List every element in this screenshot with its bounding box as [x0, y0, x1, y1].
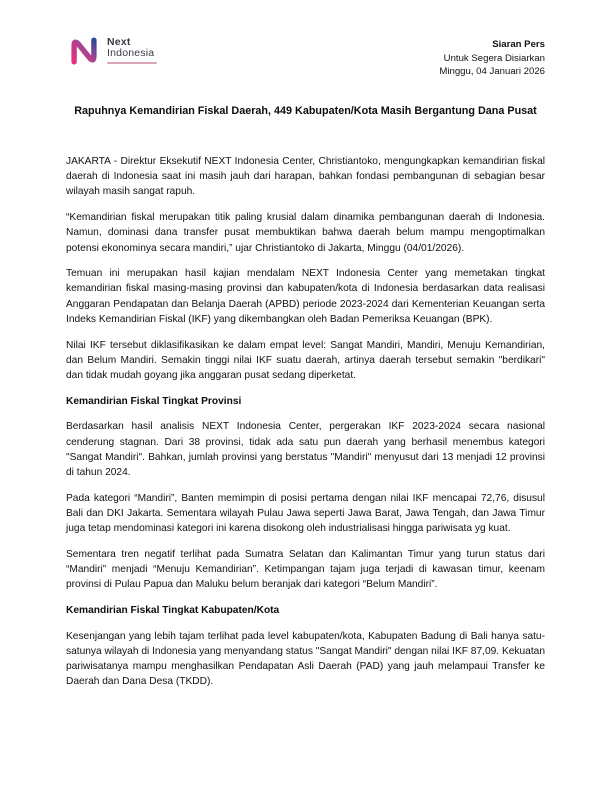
body-paragraph: “Kemandirian fiskal merupakan titik paling krusial dalam dinamika pembangunan daerah di Indonesia. Namun, dominasi dana transfer pusat membuktikan bahwa daerah belum mampu mengoptimalkan potensi ekonominya secara mandiri,” ujar Christiantoko di Jakarta, Minggu (04/01/2026).	[66, 212, 545, 254]
body-paragraph: Berdasarkan hasil analisis NEXT Indonesia Center, pergerakan IKF 2023-2024 secara nasional cenderung stagnan. Dari 38 provinsi, tidak ada satu pun daerah yang berhasil menembus kategori "Sangat Mandiri". Bahkan, jumlah provinsi yang berstatus "Mandiri" menyusut dari 13 menjadi 12 provinsi di tahun 2024.	[66, 421, 545, 478]
press-meta-date: Minggu, 04 Januari 2026	[439, 66, 545, 77]
body-paragraph: JAKARTA - Direktur Eksekutif NEXT Indonesia Center, Christiantoko, mengungkapkan kemandirian fiskal daerah di Indonesia saat ini masih jauh dari harapan, bahkan fondasi pembangunan di sebagian besar wilayah masih sangat rapuh.	[66, 156, 545, 198]
body-paragraph: Temuan ini merupakan hasil kajian mendalam NEXT Indonesia Center yang memetakan tingkat kemandirian fiskal masing-masing provinsi dan kabupaten/kota di Indonesia berdasarkan data realisasi Anggaran Pendapatan dan Belanja Daerah (APBD) periode 2023-2024 dari Kementerian Keuangan serta Indeks Kemandirian Fiskal (IKF) yang dikembangkan oleh Badan Pemeriksa Keuangan (BPK).	[66, 268, 545, 325]
logo-text	[107, 33, 157, 64]
press-meta-embargo: Untuk Segera Disiarkan	[443, 52, 545, 64]
press-meta-type: Siaran Pers	[492, 39, 545, 50]
document-body	[66, 154, 545, 689]
next-indonesia-logo	[66, 33, 157, 69]
document-title: Rapuhnya Kemandirian Fiskal Daerah, 449 Kabupaten/Kota Masih Bergantung Dana Pusat	[74, 105, 537, 117]
body-paragraph: Nilai IKF tersebut diklasifikasikan ke dalam empat level: Sangat Mandiri, Mandiri, Menuju Kemandirian, dan Belum Mandiri. Semakin tinggi nilai IKF suatu daerah, artinya daerah tersebut semakin "berdikari" dan tidak mudah goyang jika anggaran pusat sedang diperketat.	[66, 339, 545, 381]
page-header	[66, 33, 545, 77]
body-paragraph: Kesenjangan yang lebih tajam terlihat pada level kabupaten/kota, Kabupaten Badung di Bali hanya satu-satunya wilayah di Indonesia yang menyandang status "Sangat Mandiri" dengan nilai IKF 87,09. Kekuatan pariwisatanya mampu menghasilkan Pendapatan Asli Daerah (PAD) yang jauh melampaui Transfer ke Daerah dan Dana Desa (TKDD).	[66, 630, 546, 688]
logo-tagline	[107, 62, 157, 65]
logo-name-line1: Next	[107, 36, 131, 48]
body-paragraph: Sementara tren negatif terlihat pada Sumatra Selatan dan Kalimantan Timur yang turun status dari “Mandiri” menjadi “Menuju Kemandirian”. Ketimpangan tajam juga terjadi di kawasan timur, keenam provinsi di Pulau Papua dan Maluku belum beranjak dari kategori “Belum Mandiri”.	[66, 548, 545, 591]
press-release-meta	[439, 33, 545, 79]
section-heading: Kemandirian Fiskal Tingkat Kabupaten/Kota	[66, 604, 280, 616]
next-indonesia-logo-icon	[66, 33, 102, 69]
logo-name-line2: Indonesia	[107, 47, 155, 59]
section-heading: Kemandirian Fiskal Tingkat Provinsi	[66, 395, 242, 407]
body-paragraph: Pada kategori “Mandiri”, Banten memimpin di posisi pertama dengan nilai IKF mencapai 72,76, disusul Bali dan DKI Jakarta. Sementara wilayah Pulau Jawa seperti Jawa Barat, Jawa Tengah, dan Jawa Timur juga tetap mendominasi kategori ini karena disokong oleh industrialisasi hingga pariwisata yg kuat.	[66, 492, 545, 535]
